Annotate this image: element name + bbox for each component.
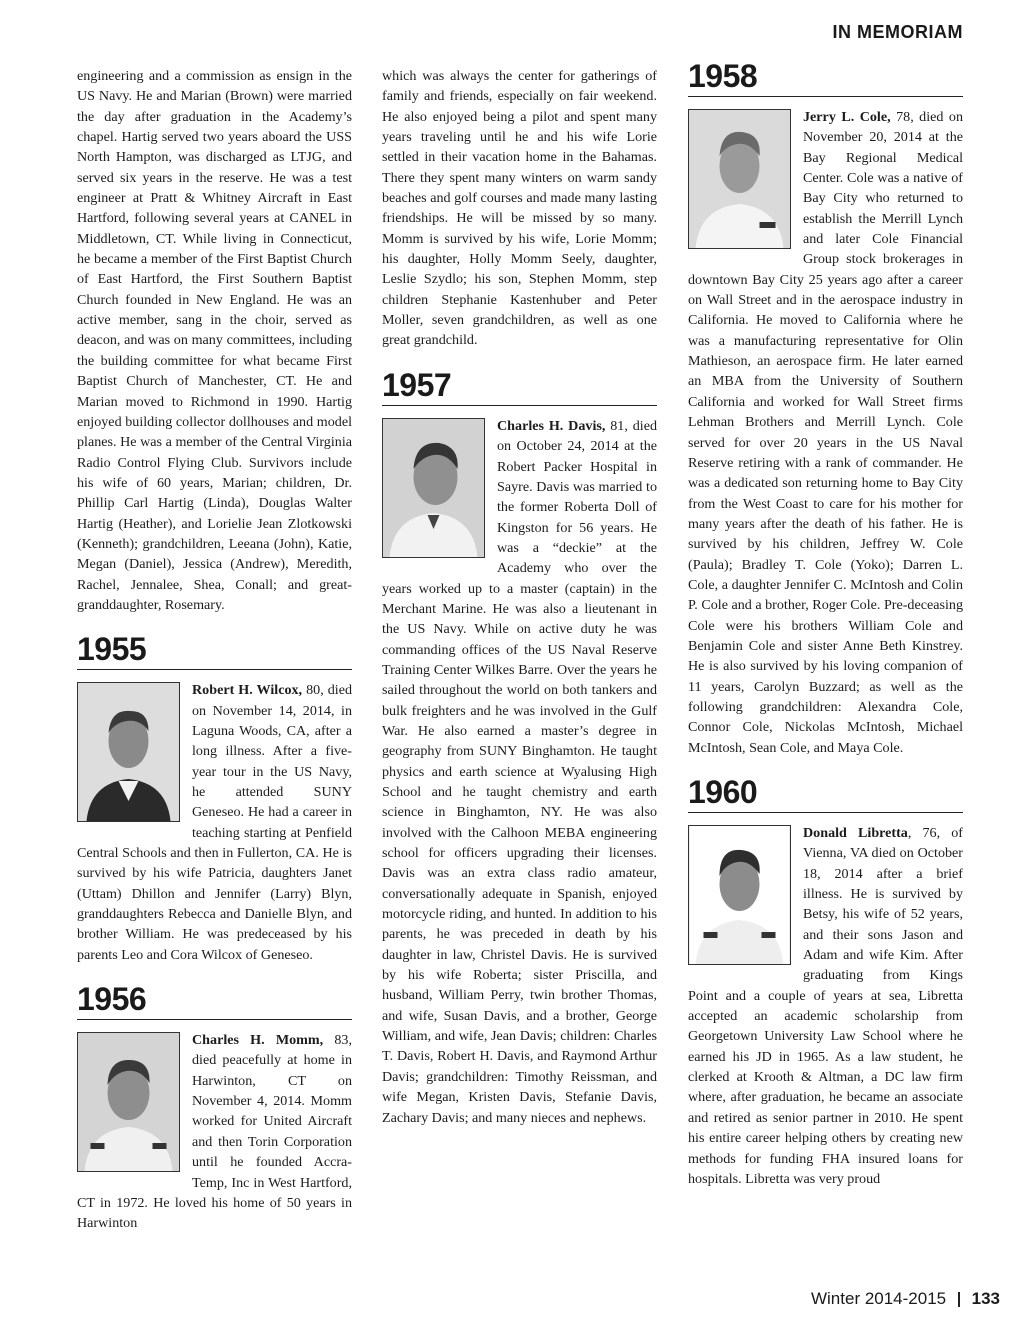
page-footer — [811, 1289, 1000, 1309]
footer-divider — [958, 1292, 960, 1307]
portrait-icon — [383, 419, 484, 557]
portrait-icon — [78, 683, 179, 821]
deceased-name: Donald Libretta — [803, 825, 908, 841]
portrait-photo — [77, 682, 180, 822]
section-title: IN MEMORIAM — [832, 22, 963, 42]
portrait-icon — [78, 1033, 179, 1171]
class-year-heading: 1956 — [77, 981, 352, 1020]
portrait-icon — [689, 826, 790, 964]
deceased-name: Jerry L. Cole, — [803, 109, 891, 125]
class-year-heading: 1958 — [688, 58, 963, 97]
column-2 — [382, 66, 657, 1128]
column-3 — [688, 58, 963, 1189]
obituary-continuation-text: engineering and a commission as ensign in the US Navy. He and Marian (Brown) were married the day after graduation in the Academy’s chapel. Hartig served two years aboard the USS North Hampton, was discharged as LTJG, and served six years in the reserve. He was a test engineer at Pratt & Whitney Aircraft in East Hartford, following several years at CANEL in Middletown, CT. While living in Connecticut, he became a member of the First Baptist Church of East Hartford, the First Southern Baptist Church founded in New England. He was an active member, sang in the choir, served as deacon, and was on many committees, including the building committee for what became First Baptist Church of Manchester, CT. He and Marian moved to Richmond in 1990. Hartig enjoyed building collector dollhouses and model planes. He was a member of the Central Virginia Radio Control Flying Club. Survivors include his wife of 60 years, Marian; children, Dr. Phillip Carl Hartig (Linda), Douglas Walter Hartig (Heather), and Lorielie Jean Zlotkowski (Kenneth); grandchildren, Leeana (John), Katie, Megan (Daniel), Jessica (Andrew), Meredith, Rachel, Jennalee, Shea, Conall; and great-granddaughter, Rosemary. — [77, 68, 352, 613]
portrait-photo — [77, 1032, 180, 1172]
issue-label: Winter 2014-2015 — [810, 1289, 947, 1308]
portrait-photo — [382, 418, 485, 558]
portrait-photo — [688, 825, 791, 965]
deceased-name: Charles H. Davis, — [497, 417, 606, 434]
obituary-text: , 76, of Vienna, VA died on October 18, 2014 after a brief illness. He is survived by Betsy, his wife of 52 years, and their sons Jason and Adam and wife Kim. After graduating from Kings Point and a couple of years at sea, Libretta accepted an academic scholarship from Georgetown University Law School where he earned his JD in 1965. As a law student, he clerked at Krooth & Altman, a DC law firm where, after graduation, he became an associate and retired as senior partner in 2010. He spent his entire career helping others by creating new methods for funding FHA insured loans for hospitals. Libretta was very proud — [688, 825, 963, 1187]
obituary-text: 81, died on October 24, 2014 at the Robert Packer Hospital in Sayre. Davis was married to the former Roberta Doll of Kingston for 56 years. He was a “deckie” at the Academy who over the years worked up to a master (captain) in the Merchant Marine. He was also a lieutenant in the US Navy. While on active duty he was commanding offices of the US Naval Reserve Training Center Wilkes Barre. Over the years he sailed throughout the world on both tankers and bulk freighters and he was involved in the Gulf War. He also earned a master’s degree in geography from SUNY Binghamton. He taught physics and earth science at Wyalusing High School and he taught chemistry and earth science in Binghamton, NY. He was also involved with the Calhoon MEBA engineering school for officers upgrading their licenses. Davis was an extra class radio amateur, conversationally adequate in Spanish, enjoyed motorcycle riding, and hunted. In addition to his parents, he was preceded in death by his daughter in law, Christel Davis. He is survived by his wife Roberta; sister Priscilla, and husband, William Perry, twin brother Thomas, and wife, Susan Davis, and a brother, George William, and wife, Jean Davis; children: Charles T. Davis, Robert H. Davis, and Raymond Arthur Davis; grandchildren: Timothy Reissman, and wife Megan, Kristen Davis, Stefanie Davis, Zachary Davis; and many nieces and nephews. — [382, 417, 657, 1126]
obituary-continuation-text: which was always the center for gatherings of family and friends, especially on fair weekend. He also enjoyed being a pilot and spent many years traveling until he and his wife Lorie settled in their vacation home in the Bahamas. There they spent many winters on warm sandy beaches and golf courses and made many lasting friendships. He will be missed by so many. Momm is survived by his wife, Lorie Momm; his daughter, Holly Momm Seely, daughter, Leslie Szydlo; his son, Stephen Momm, step children Stephanie Kastenhuber and Peter Moller, seven grandchildren, as well as one great grandchild. — [382, 68, 657, 349]
column-1 — [77, 66, 352, 1234]
class-year-heading: 1955 — [77, 631, 352, 670]
portrait-icon — [689, 110, 790, 248]
portrait-photo — [688, 109, 791, 249]
obituary-text: 83, died peacefully at home in Harwinton, CT on November 4, 2014. Momm worked for United Aircraft and then Torin Corporation until he founded Accra-Temp, Inc in West Hartford, CT in 1972. He loved his home of 50 years in Harwinton — [77, 1032, 352, 1232]
obituary-text: 78, died on November 20, 2014 at the Bay Regional Medical Center. Cole was a native of Bay City who returned to establish the Merrill Lynch and later Cole Financial Group stock brokerages in downtown Bay City 25 years ago after a career on Wall Street and in the aerospace industry in California. He moved to California where he was a manufacturing representative for Olin Mathieson, an aerospace firm. He later earned an MBA from the University of Southern California and worked for Wall Street firms Lehman Brothers and Merrill Lynch. Cole served for over 20 years in the US Naval Reserve retiring with a rank of commander. He was a dedicated son returning home to Bay City from the West Coast to care for his mother for many years after the death of his father. He is survived by his children, Jeffrey W. Cole (Paula); Bradley T. Cole (Yoko); Darren L. Cole, a daughter Jennifer C. McIntosh and Colin P. Cole and a brother, Roger Cole. Pre-deceasing Cole were his brothers William Cole and Benjamin Cole and sister Anne Beth Kinstrey. He is also survived by his loving companion of 11 years, Carolyn Buzzard; as well as the following grandchildren: Alexandra Cole, Connor Cole, Nickolas McIntosh, Michael McIntosh, Sean Cole, and Maya Cole. — [688, 109, 963, 756]
page-number: 133 — [971, 1289, 1000, 1308]
deceased-name: Robert H. Wilcox, — [192, 682, 303, 699]
deceased-name: Charles H. Momm, — [192, 1032, 324, 1049]
obituary-text: 80, died on November 14, 2014, in Laguna Woods, CA, after a long illness. After a five-year tour in the US Navy, he attended SUNY Geneseo. He had a career in teaching starting at Penfield Central Schools and then in Fullerton, CA. He is survived by his wife Patricia, daughters Janet (Uttam) Dhillon and Jennifer (Larry) Blyn, granddaughters Rebecca and Danielle Blyn, and brother William. He was predeceased by his parents Leo and Cora Wilcox of Geneseo. — [77, 682, 352, 963]
class-year-heading: 1960 — [688, 774, 963, 813]
class-year-heading: 1957 — [382, 367, 657, 406]
